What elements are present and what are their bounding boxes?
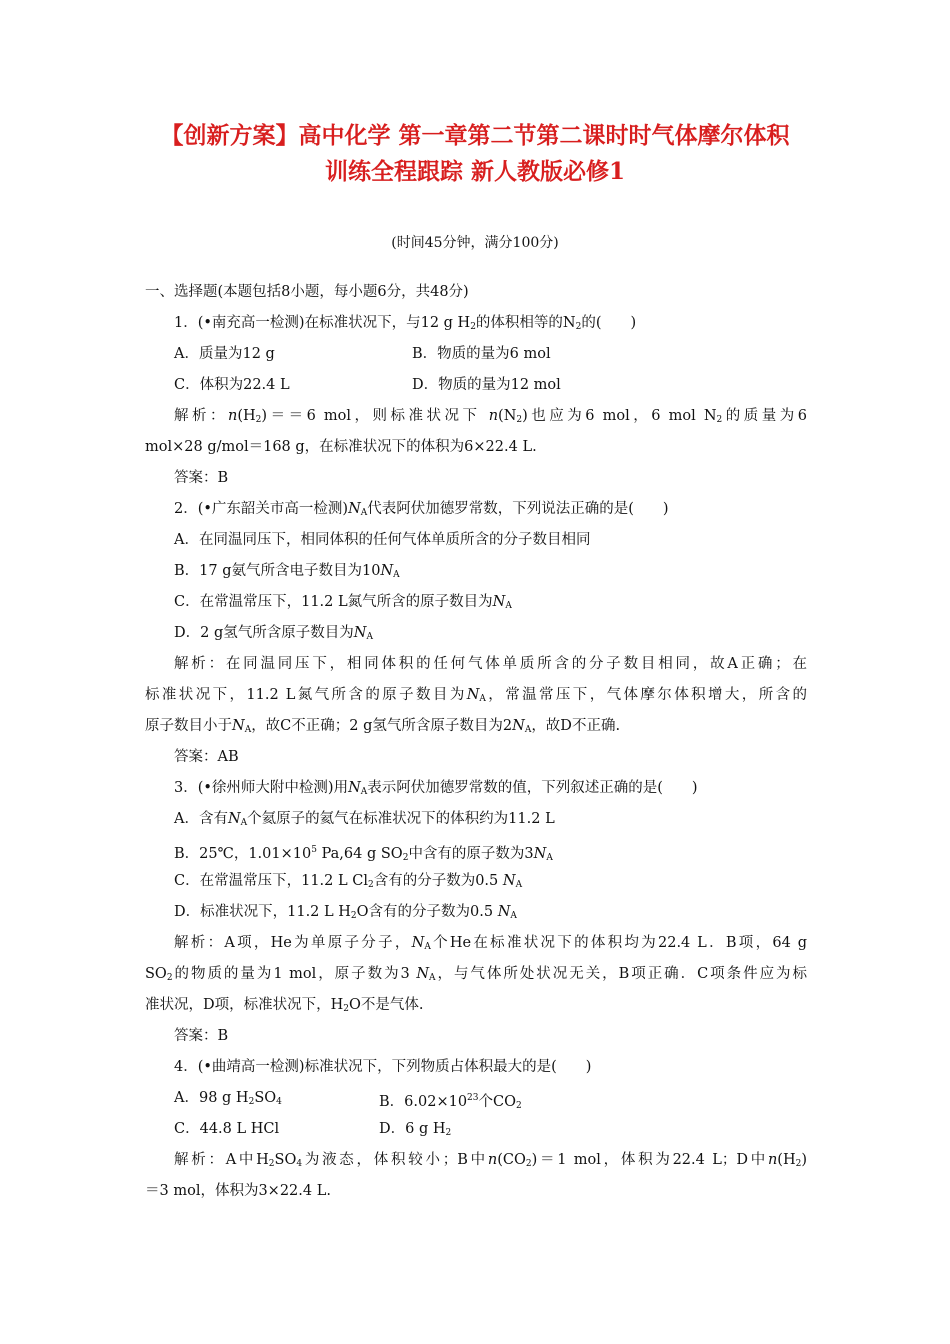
q4-explanation-line-2: ＝3 mol，体积为3×22.4 L. <box>145 1183 331 1199</box>
document-title <box>120 118 830 190</box>
q1-answer: 答案：B <box>174 470 229 486</box>
q1-option-d: D．物质的量为12 mol <box>412 377 561 393</box>
q3-option-d: D．标准状况下，11.2 L $H_2O$含有的分子数为0.5 $N_A$ <box>174 904 517 921</box>
q3-explanation-line-3: 准状况，D项，标准状况下，$H_2O$不是气体. <box>145 997 424 1014</box>
q4-option-a: A．98 g $H_2SO_4$ <box>174 1090 282 1107</box>
q2-option-d: D．2 g氢气所含原子数目为$N_A$ <box>174 625 373 642</box>
q3-option-c: C．在常温常压下，11.2 L $Cl_2$含有的分子数为0.5 $N_A$ <box>174 873 523 890</box>
q4-option-b: B．$6.02\times 10^{23}$个$CO_2$ <box>379 1093 522 1111</box>
q1-stem: 1．(•南充高一检测)在标准状况下，与12 g $H_2$的体积相等的$N_2$的( ) <box>174 315 637 332</box>
q4-options-row-1 <box>145 1083 807 1114</box>
q2-answer: 答案：AB <box>174 749 239 765</box>
q1-option-a: A．质量为12 g <box>174 346 275 362</box>
q1-option-c: C．体积为22.4 L <box>174 377 290 393</box>
q4-option-c: C．44.8 L HCl <box>174 1121 280 1137</box>
title-line-1: 【创新方案】高中化学 第一章第二节第二课时时气体摩尔体积 <box>160 122 790 149</box>
q3-stem: 3．(•徐州师大附中检测)用$N_A$表示阿伏加德罗常数的值，下列叙述正确的是( ) <box>174 780 698 797</box>
q2-explanation-line-3: 原子数目小于$N_A$，故C不正确；2 g氢气所含原子数目为$2N_A$，故D不正确. <box>145 718 621 735</box>
q1-options-row-1 <box>145 339 807 370</box>
section-heading: 一、选择题(本题包括8小题，每小题6分，共48分) <box>145 284 469 300</box>
q2-explanation-line-2: 标准状况下，11.2 L氮气所含的原子数目为$N_A$，常温常压下，气体摩尔体积增大，所含的 <box>145 687 807 704</box>
q2-stem: 2．(•广东韶关市高一检测)$N_A$代表阿伏加德罗常数，下列说法正确的是( ) <box>174 501 669 518</box>
time-and-score: (时间45分钟，满分100分) <box>391 235 559 251</box>
q1-explanation-line-2: mol×28 g/mol＝168 g，在标准状况下的体积为6×22.4 L. <box>145 439 537 455</box>
q1-option-b: B．物质的量为6 mol <box>412 346 551 362</box>
title-line-2: 训练全程跟踪 新人教版必修1 <box>324 158 625 185</box>
q2-option-c: C．在常温常压下，11.2 L氮气所含的原子数目为$N_A$ <box>174 594 512 611</box>
q3-answer: 答案：B <box>174 1028 229 1044</box>
q4-options-row-2 <box>145 1114 807 1145</box>
q4-stem: 4．(•曲靖高一检测)标准状况下，下列物质占体积最大的是( ) <box>174 1059 592 1075</box>
q2-option-a: A．在同温同压下，相同体积的任何气体单质所含的分子数目相同 <box>174 532 591 548</box>
q3-explanation-line-1: 解析：A项，He为单原子分子，$N_A$个He在标准状况下的体积均为22.4 L．B项，64 g <box>174 935 807 952</box>
q4-option-d: D．6 g $H_2$ <box>379 1121 452 1138</box>
q3-explanation-line-2: $SO_2$的物质的量为1 mol，原子数为3 $N_A$，与气体所处状况无关，B项正确．C项条件应为标 <box>145 966 807 983</box>
q4-explanation-line-1: 解析：A中$H_2SO_4$为液态，体积较小；B中$n(CO_2)=1$ mol，体积为22.4 L；D中$n(H_2)$ <box>174 1152 807 1169</box>
q1-options-row-2 <box>145 370 807 401</box>
q2-option-b: B．17 g氨气所含电子数目为$10N_A$ <box>174 563 400 580</box>
q3-option-a: A．含有$N_A$个氦原子的氦气在标准状况下的体积约为11.2 L <box>174 811 555 828</box>
q3-option-b: B．25℃，$1.01\times 10^5$ Pa,64 g $SO_2$中含有的原子数为$3N_A$ <box>174 845 553 863</box>
question-body <box>145 277 807 1207</box>
q2-explanation-line-1: 解析：在同温同压下，相同体积的任何气体单质所含的分子数目相同，故A正确；在 <box>174 656 807 672</box>
q1-explanation-line-1: 解析：$n(H_2)==6$ mol，则标准状况下 $n(N_2)$也应为6 mol，6 mol $N_2$的质量为6 <box>174 408 808 425</box>
